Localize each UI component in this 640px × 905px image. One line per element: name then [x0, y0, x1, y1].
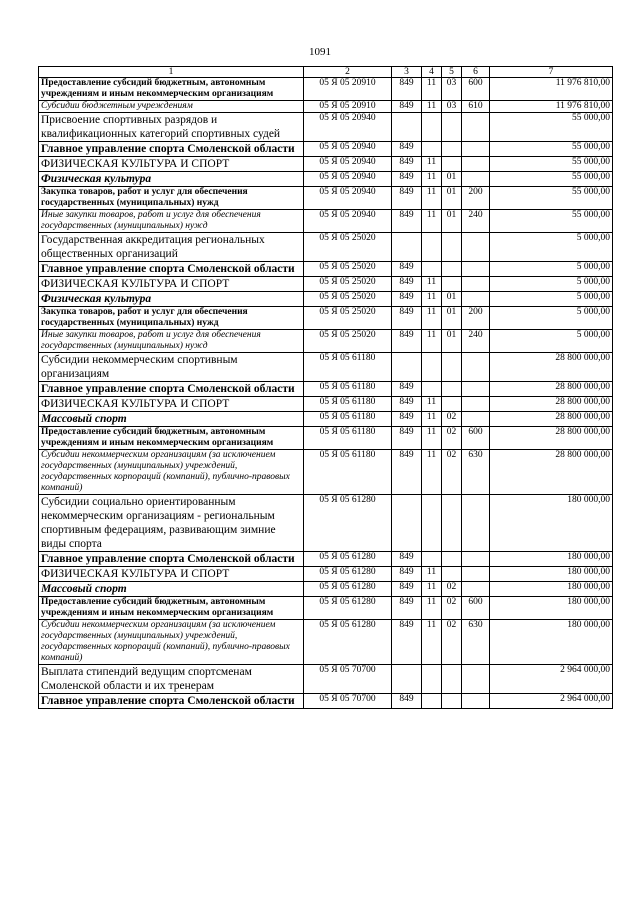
ministry-code-cell: 849: [392, 78, 422, 101]
ministry-code-cell: 849: [392, 142, 422, 157]
target-code-cell: 05 Я 05 61280: [304, 620, 392, 665]
row-name-cell: ФИЗИЧЕСКАЯ КУЛЬТУРА И СПОРТ: [39, 567, 304, 582]
row-name-cell: Физическая культура: [39, 292, 304, 307]
target-code-cell: 05 Я 05 61280: [304, 582, 392, 597]
expense-type-cell: [462, 113, 490, 142]
expense-type-cell: [462, 495, 490, 552]
row-name-cell: Массовый спорт: [39, 582, 304, 597]
section-code-cell: 11: [422, 567, 442, 582]
row-name-cell: Субсидии социально ориентированным некоммерческим организациям - региональным спортивным федерациям, развивающим зимние виды спорта: [39, 495, 304, 552]
amount-cell: 180 000,00: [490, 567, 613, 582]
target-code-cell: 05 Я 05 25020: [304, 233, 392, 262]
subsection-code-cell: [442, 694, 462, 709]
section-code-cell: 11: [422, 330, 442, 353]
amount-cell: 55 000,00: [490, 157, 613, 172]
section-code-cell: 11: [422, 597, 442, 620]
target-code-cell: 05 Я 05 20940: [304, 210, 392, 233]
row-name-cell: ФИЗИЧЕСКАЯ КУЛЬТУРА И СПОРТ: [39, 157, 304, 172]
section-code-cell: [422, 382, 442, 397]
table-row: [39, 292, 613, 307]
ministry-code-cell: 849: [392, 172, 422, 187]
section-code-cell: 11: [422, 292, 442, 307]
table-row: [39, 450, 613, 495]
amount-cell: 55 000,00: [490, 113, 613, 142]
amount-cell: 55 000,00: [490, 142, 613, 157]
section-code-cell: 11: [422, 210, 442, 233]
amount-cell: 180 000,00: [490, 495, 613, 552]
target-code-cell: 05 Я 05 61180: [304, 412, 392, 427]
section-code-cell: 11: [422, 582, 442, 597]
subsection-code-cell: 01: [442, 187, 462, 210]
subsection-code-cell: 01: [442, 330, 462, 353]
row-name-cell: Закупка товаров, работ и услуг для обеспечения государственных (муниципальных) нужд: [39, 187, 304, 210]
row-name-cell: Иные закупки товаров, работ и услуг для обеспечения государственных (муниципальных) нужд: [39, 210, 304, 233]
section-code-cell: 11: [422, 620, 442, 665]
expense-type-cell: 600: [462, 78, 490, 101]
table-row: [39, 78, 613, 101]
expense-type-cell: 240: [462, 330, 490, 353]
ministry-code-cell: 849: [392, 330, 422, 353]
ministry-code-cell: 849: [392, 582, 422, 597]
section-code-cell: [422, 233, 442, 262]
expense-type-cell: [462, 292, 490, 307]
row-name-cell: Главное управление спорта Смоленской области: [39, 262, 304, 277]
expense-type-cell: 240: [462, 210, 490, 233]
table-row: [39, 582, 613, 597]
amount-cell: 5 000,00: [490, 307, 613, 330]
table-row: [39, 101, 613, 113]
expense-type-cell: [462, 382, 490, 397]
amount-cell: 180 000,00: [490, 597, 613, 620]
section-code-cell: 11: [422, 307, 442, 330]
page-number: 1091: [309, 46, 331, 58]
amount-cell: 28 800 000,00: [490, 412, 613, 427]
column-header: 2: [304, 67, 392, 78]
amount-cell: 180 000,00: [490, 552, 613, 567]
section-code-cell: 11: [422, 397, 442, 412]
table-row: [39, 187, 613, 210]
ministry-code-cell: 849: [392, 157, 422, 172]
row-name-cell: Выплата стипендий ведущим спортсменам Смоленской области и их тренерам: [39, 665, 304, 694]
expense-type-cell: 600: [462, 597, 490, 620]
amount-cell: 28 800 000,00: [490, 382, 613, 397]
target-code-cell: 05 Я 05 25020: [304, 262, 392, 277]
table-row: [39, 665, 613, 694]
ministry-code-cell: [392, 113, 422, 142]
ministry-code-cell: [392, 665, 422, 694]
subsection-code-cell: 03: [442, 78, 462, 101]
table-row: [39, 427, 613, 450]
table-row: [39, 567, 613, 582]
target-code-cell: 05 Я 05 20940: [304, 157, 392, 172]
target-code-cell: 05 Я 05 61280: [304, 552, 392, 567]
subsection-code-cell: [442, 552, 462, 567]
ministry-code-cell: 849: [392, 277, 422, 292]
expense-type-cell: 610: [462, 101, 490, 113]
table-row: [39, 353, 613, 382]
ministry-code-cell: 849: [392, 597, 422, 620]
table-row: [39, 233, 613, 262]
expense-type-cell: 200: [462, 307, 490, 330]
expense-type-cell: [462, 412, 490, 427]
column-header: 1: [39, 67, 304, 78]
row-name-cell: Главное управление спорта Смоленской области: [39, 552, 304, 567]
amount-cell: 2 964 000,00: [490, 694, 613, 709]
subsection-code-cell: 01: [442, 307, 462, 330]
budget-table: [38, 66, 613, 709]
ministry-code-cell: 849: [392, 552, 422, 567]
table-row: [39, 495, 613, 552]
subsection-code-cell: 02: [442, 427, 462, 450]
amount-cell: 28 800 000,00: [490, 353, 613, 382]
subsection-code-cell: [442, 233, 462, 262]
ministry-code-cell: 849: [392, 101, 422, 113]
section-code-cell: 11: [422, 172, 442, 187]
expense-type-cell: [462, 277, 490, 292]
amount-cell: 5 000,00: [490, 330, 613, 353]
subsection-code-cell: [442, 142, 462, 157]
table-header-row: [39, 67, 613, 78]
amount-cell: 5 000,00: [490, 233, 613, 262]
ministry-code-cell: 849: [392, 307, 422, 330]
table-row: [39, 620, 613, 665]
target-code-cell: 05 Я 05 61280: [304, 567, 392, 582]
expense-type-cell: [462, 157, 490, 172]
row-name-cell: ФИЗИЧЕСКАЯ КУЛЬТУРА И СПОРТ: [39, 277, 304, 292]
table-body: [39, 78, 613, 709]
expense-type-cell: [462, 582, 490, 597]
target-code-cell: 05 Я 05 20910: [304, 101, 392, 113]
amount-cell: 5 000,00: [490, 262, 613, 277]
row-name-cell: Субсидии некоммерческим организациям (за исключением государственных (муниципальных) учреждений, государственных корпораций (компаний), публично-правовых компаний): [39, 620, 304, 665]
ministry-code-cell: 849: [392, 412, 422, 427]
subsection-code-cell: [442, 665, 462, 694]
table-row: [39, 412, 613, 427]
subsection-code-cell: [442, 495, 462, 552]
row-name-cell: Субсидии бюджетным учреждениям: [39, 101, 304, 113]
subsection-code-cell: [442, 157, 462, 172]
column-header: 7: [490, 67, 613, 78]
subsection-code-cell: [442, 382, 462, 397]
row-name-cell: ФИЗИЧЕСКАЯ КУЛЬТУРА И СПОРТ: [39, 397, 304, 412]
subsection-code-cell: 02: [442, 582, 462, 597]
section-code-cell: 11: [422, 427, 442, 450]
target-code-cell: 05 Я 05 70700: [304, 665, 392, 694]
target-code-cell: 05 Я 05 25020: [304, 330, 392, 353]
row-name-cell: Главное управление спорта Смоленской области: [39, 382, 304, 397]
table-row: [39, 277, 613, 292]
subsection-code-cell: 02: [442, 450, 462, 495]
expense-type-cell: [462, 397, 490, 412]
ministry-code-cell: [392, 233, 422, 262]
target-code-cell: 05 Я 05 61180: [304, 382, 392, 397]
amount-cell: 28 800 000,00: [490, 427, 613, 450]
row-name-cell: Главное управление спорта Смоленской области: [39, 694, 304, 709]
subsection-code-cell: [442, 567, 462, 582]
expense-type-cell: [462, 233, 490, 262]
row-name-cell: Иные закупки товаров, работ и услуг для обеспечения государственных (муниципальных) нужд: [39, 330, 304, 353]
table-row: [39, 597, 613, 620]
ministry-code-cell: [392, 353, 422, 382]
section-code-cell: 11: [422, 187, 442, 210]
subsection-code-cell: [442, 353, 462, 382]
row-name-cell: Главное управление спорта Смоленской области: [39, 142, 304, 157]
target-code-cell: 05 Я 05 61180: [304, 450, 392, 495]
target-code-cell: 05 Я 05 25020: [304, 292, 392, 307]
subsection-code-cell: [442, 262, 462, 277]
table-row: [39, 113, 613, 142]
subsection-code-cell: 03: [442, 101, 462, 113]
ministry-code-cell: 849: [392, 262, 422, 277]
column-header: 3: [392, 67, 422, 78]
amount-cell: 180 000,00: [490, 620, 613, 665]
ministry-code-cell: 849: [392, 694, 422, 709]
target-code-cell: 05 Я 05 20940: [304, 172, 392, 187]
expense-type-cell: 200: [462, 187, 490, 210]
section-code-cell: 11: [422, 412, 442, 427]
table-row: [39, 694, 613, 709]
column-header: 4: [422, 67, 442, 78]
section-code-cell: [422, 552, 442, 567]
row-name-cell: Государственная аккредитация региональных общественных организаций: [39, 233, 304, 262]
ministry-code-cell: 849: [392, 210, 422, 233]
row-name-cell: Предоставление субсидий бюджетным, автономным учреждениям и иным некоммерческим организациям: [39, 597, 304, 620]
target-code-cell: 05 Я 05 61280: [304, 597, 392, 620]
subsection-code-cell: [442, 397, 462, 412]
table-row: [39, 552, 613, 567]
table-row: [39, 210, 613, 233]
expense-type-cell: [462, 353, 490, 382]
table-row: [39, 142, 613, 157]
subsection-code-cell: 01: [442, 292, 462, 307]
target-code-cell: 05 Я 05 61180: [304, 353, 392, 382]
section-code-cell: [422, 262, 442, 277]
subsection-code-cell: [442, 277, 462, 292]
subsection-code-cell: 02: [442, 620, 462, 665]
row-name-cell: Закупка товаров, работ и услуг для обеспечения государственных (муниципальных) нужд: [39, 307, 304, 330]
section-code-cell: [422, 113, 442, 142]
subsection-code-cell: 02: [442, 597, 462, 620]
target-code-cell: 05 Я 05 20940: [304, 142, 392, 157]
table-row: [39, 172, 613, 187]
table-row: [39, 307, 613, 330]
table-row: [39, 330, 613, 353]
section-code-cell: 11: [422, 277, 442, 292]
target-code-cell: 05 Я 05 20940: [304, 187, 392, 210]
subsection-code-cell: 01: [442, 172, 462, 187]
section-code-cell: [422, 353, 442, 382]
subsection-code-cell: 01: [442, 210, 462, 233]
amount-cell: 5 000,00: [490, 292, 613, 307]
expense-type-cell: [462, 665, 490, 694]
amount-cell: 55 000,00: [490, 187, 613, 210]
table-row: [39, 262, 613, 277]
row-name-cell: Субсидии некоммерческим спортивным организациям: [39, 353, 304, 382]
ministry-code-cell: 849: [392, 292, 422, 307]
section-code-cell: [422, 142, 442, 157]
amount-cell: 28 800 000,00: [490, 397, 613, 412]
expense-type-cell: [462, 552, 490, 567]
section-code-cell: 11: [422, 101, 442, 113]
ministry-code-cell: 849: [392, 567, 422, 582]
amount-cell: 5 000,00: [490, 277, 613, 292]
expense-type-cell: 630: [462, 620, 490, 665]
section-code-cell: 11: [422, 157, 442, 172]
row-name-cell: Массовый спорт: [39, 412, 304, 427]
amount-cell: 55 000,00: [490, 210, 613, 233]
expense-type-cell: [462, 142, 490, 157]
amount-cell: 28 800 000,00: [490, 450, 613, 495]
expense-type-cell: [462, 262, 490, 277]
ministry-code-cell: 849: [392, 450, 422, 495]
ministry-code-cell: 849: [392, 382, 422, 397]
expense-type-cell: [462, 694, 490, 709]
subsection-code-cell: 02: [442, 412, 462, 427]
target-code-cell: 05 Я 05 61280: [304, 495, 392, 552]
row-name-cell: Предоставление субсидий бюджетным, автономным учреждениям и иным некоммерческим организациям: [39, 78, 304, 101]
target-code-cell: 05 Я 05 61180: [304, 427, 392, 450]
ministry-code-cell: 849: [392, 427, 422, 450]
target-code-cell: 05 Я 05 61180: [304, 397, 392, 412]
ministry-code-cell: 849: [392, 187, 422, 210]
table-row: [39, 382, 613, 397]
ministry-code-cell: 849: [392, 620, 422, 665]
expense-type-cell: [462, 172, 490, 187]
row-name-cell: Присвоение спортивных разрядов и квалификационных категорий спортивных судей: [39, 113, 304, 142]
amount-cell: 11 976 810,00: [490, 78, 613, 101]
column-header: 6: [462, 67, 490, 78]
row-name-cell: Субсидии некоммерческим организациям (за исключением государственных (муниципальных) учреждений, государственных корпораций (компаний), публично-правовых компаний): [39, 450, 304, 495]
expense-type-cell: 600: [462, 427, 490, 450]
section-code-cell: [422, 694, 442, 709]
column-header: 5: [442, 67, 462, 78]
target-code-cell: 05 Я 05 25020: [304, 277, 392, 292]
section-code-cell: [422, 495, 442, 552]
expense-type-cell: [462, 567, 490, 582]
target-code-cell: 05 Я 05 25020: [304, 307, 392, 330]
amount-cell: 11 976 810,00: [490, 101, 613, 113]
target-code-cell: 05 Я 05 20910: [304, 78, 392, 101]
section-code-cell: [422, 665, 442, 694]
section-code-cell: 11: [422, 78, 442, 101]
target-code-cell: 05 Я 05 70700: [304, 694, 392, 709]
table-row: [39, 397, 613, 412]
row-name-cell: Предоставление субсидий бюджетным, автономным учреждениям и иным некоммерческим организациям: [39, 427, 304, 450]
row-name-cell: Физическая культура: [39, 172, 304, 187]
amount-cell: 55 000,00: [490, 172, 613, 187]
target-code-cell: 05 Я 05 20940: [304, 113, 392, 142]
subsection-code-cell: [442, 113, 462, 142]
expense-type-cell: 630: [462, 450, 490, 495]
section-code-cell: 11: [422, 450, 442, 495]
table-row: [39, 157, 613, 172]
amount-cell: 180 000,00: [490, 582, 613, 597]
amount-cell: 2 964 000,00: [490, 665, 613, 694]
ministry-code-cell: 849: [392, 397, 422, 412]
ministry-code-cell: [392, 495, 422, 552]
